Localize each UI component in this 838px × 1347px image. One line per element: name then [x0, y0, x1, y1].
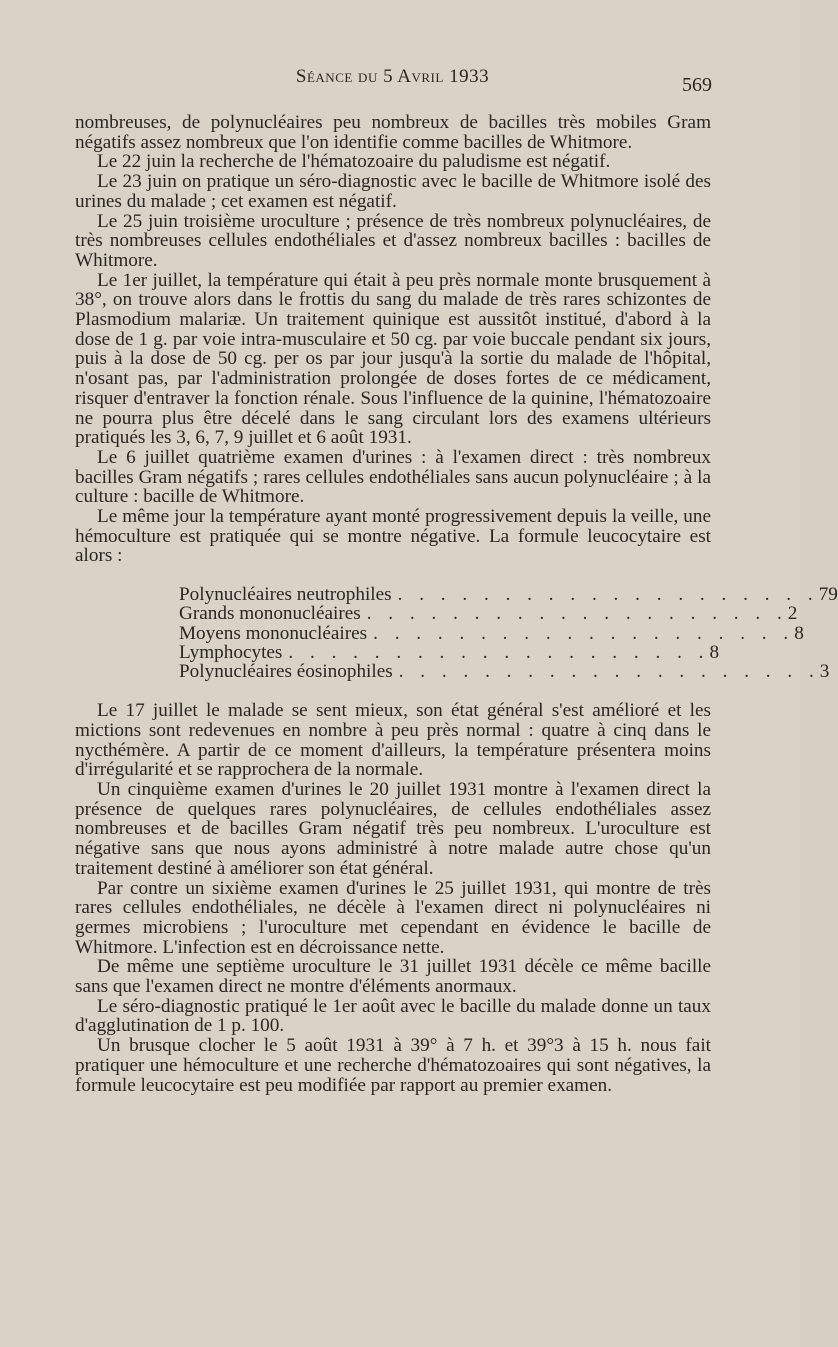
- formula-row: [179, 603, 798, 625]
- cell-count: 8: [709, 641, 720, 663]
- body-text: [75, 112, 838, 1096]
- formula-row: [179, 584, 838, 606]
- paragraph: nombreuses, de polynucléaires peu nombreux de bacilles très mobiles Gram négatifs assez nombreux que l'on identifie comme bacilles de Whitmore.: [75, 112, 711, 153]
- cell-type-name: Polynucléaires éosinophiles: [179, 660, 393, 682]
- paragraph: Un cinquième examen d'urines le 20 juillet 1931 montre à l'examen direct la présence de quelques rares polynucléaires, de cellules endothéliales assez nombreuses et de bacilles Gram négatif très peu nombreux. L'uroculture est négative sans que nous ayons administré à notre malade autre chose qu'un traitement destiné à améliorer son état général.: [75, 779, 711, 879]
- page-header: [75, 66, 710, 96]
- paragraph: Le 23 juin on pratique un séro-diagnostic avec le bacille de Whitmore isolé des urines du malade ; cet examen est négatif.: [75, 171, 711, 212]
- running-head: Séance du 5 Avril 1933: [295, 66, 490, 87]
- paragraph: De même une septième uroculture le 31 juillet 1931 décèle ce même bacille sans que l'examen direct ne montre d'éléments anormaux.: [75, 956, 711, 998]
- leader-dots: . . . . . . . . . . . . . . . . . . . .: [288, 641, 710, 663]
- formula-row: [179, 641, 720, 663]
- cell-type-name: Grands mononucléaires: [179, 603, 361, 625]
- paragraphs-after-formula: [75, 701, 711, 1095]
- leucocyte-formula-table: [179, 584, 838, 682]
- formula-row: [179, 660, 830, 682]
- leader-dots: . . . . . . . . . . . . . . . . . . . .: [397, 584, 819, 606]
- paragraph: Le 25 juin troisième uroculture ; présence de très nombreux polynucléaires, de très nombreuses cellules endothéliales et d'assez nombreux bacilles : bacilles de Whitmore.: [75, 210, 711, 271]
- leader-dots: . . . . . . . . . . . . . . . . . . . .: [366, 603, 788, 625]
- paragraph: Par contre un sixième examen d'urines le 25 juillet 1931, qui montre de très rares cellules endothéliales, ne décèle à l'examen direct ni polynucléaires ni germes microbiens ; l'uroculture met cependant en évidence le bacille de Whitmore. L'infection est en décroissance nette.: [75, 877, 711, 958]
- cell-count: 79: [818, 584, 838, 606]
- paragraph: Le séro-diagnostic pratiqué le 1er août avec le bacille du malade donne un taux d'agglutination de 1 p. 100.: [75, 995, 711, 1037]
- cell-count: 2: [787, 603, 798, 625]
- cell-type-name: Lymphocytes: [179, 641, 283, 663]
- paragraph: Le 1er juillet, la température qui était à peu près normale monte brusquement à 38°, on trouve alors dans le frottis du sang du malade de très rares schizontes de Plasmodium malariæ. Un traitement quinique est aussitôt institué, d'abord à la dose de 1 g. par voie intra-musculaire et 50 cg. par voie buccale pendant six jours, puis à la dose de 50 cg. per os par jour jusqu'à la sortie du malade de l'hôpital, n'osant pas, par l'administration prolongée de doses fortes de ce médicament, risquer d'entraver la fonction rénale. Sous l'influence de la quinine, l'hématozoaire ne pourra plus être décelé dans le sang circulant lors des examens ultérieurs pratiqués les 3, 6, 7, 9 juillet et 6 août 1931.: [75, 269, 711, 449]
- paragraph: Le 22 juin la recherche de l'hématozoaire du paludisme est négatif.: [97, 151, 611, 173]
- cell-type-name: Moyens mononucléaires: [179, 622, 368, 644]
- paragraphs-before-formula: [75, 113, 711, 566]
- leader-dots: . . . . . . . . . . . . . . . . . . . .: [373, 622, 795, 644]
- cell-count: 8: [794, 622, 804, 644]
- paragraph: Le même jour la température ayant monté progressivement depuis la veille, une hémoculture est pratiquée qui se montre négative. La formule leucocytaire est alors :: [75, 506, 711, 567]
- cell-type-name: Polynucléaires neutrophiles: [179, 584, 392, 606]
- paragraph: Un brusque clocher le 5 août 1931 à 39° à 7 h. et 39°3 à 15 h. nous fait pratiquer une hémoculture et une recherche d'hématozoaires qui sont négatives, la formule leucocytaire est peu modifiée par rapport au premier examen.: [75, 1035, 711, 1096]
- paragraph: Le 17 juillet le malade se sent mieux, son état général s'est amélioré et les mictions sont redevenues en nombre à peu près normal : quatre à cinq dans le nycthémère. A partir de ce moment d'ailleurs, la température présentera moins d'irrégularité et se rapprochera de la normale.: [75, 700, 711, 781]
- page-number: 569: [682, 74, 712, 96]
- paragraph: Le 6 juillet quatrième examen d'urines : à l'examen direct : très nombreux bacilles Gram négatifs ; rares cellules endothéliales sans aucun polynucléaire ; à la culture : bacille de Whitmore.: [75, 446, 711, 508]
- formula-row: [179, 622, 804, 644]
- leader-dots: . . . . . . . . . . . . . . . . . . . .: [398, 660, 820, 682]
- cell-count: 3: [819, 660, 830, 682]
